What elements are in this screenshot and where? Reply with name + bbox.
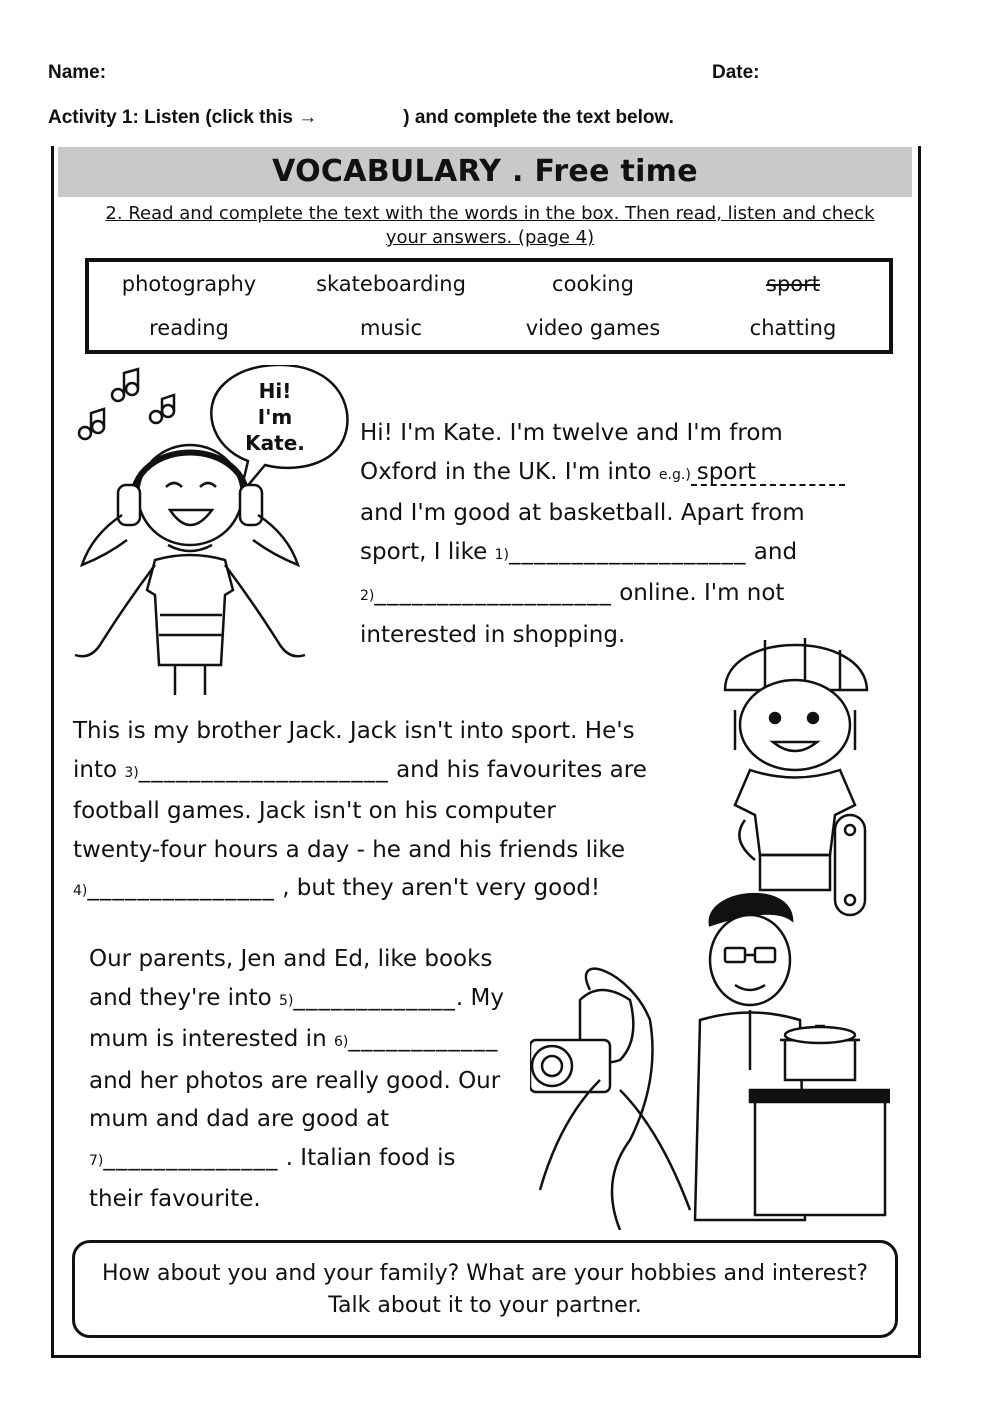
- blank-6[interactable]: ____________: [348, 1026, 499, 1052]
- word-sport-crossed: sport: [766, 272, 820, 296]
- parents-line-5: mum and dad are good at: [89, 1106, 390, 1132]
- parents-line-6: 7)______________ . Italian food is: [89, 1144, 456, 1171]
- word-video-games: video games: [525, 316, 661, 340]
- kate-line-4: sport, I like 1)___________________ and: [360, 538, 798, 565]
- speech-bubble: [210, 378, 340, 456]
- jack-line-3: football games. Jack isn't on his computer: [73, 798, 556, 824]
- activity-text: Activity 1: Listen (click this →: [48, 107, 318, 128]
- parents-paragraph: [89, 940, 549, 1219]
- parents-line-2: and they're into 5)_____________. My: [89, 984, 504, 1011]
- music-notes-icon: [79, 369, 174, 439]
- word-photography: photography: [121, 272, 257, 296]
- word-music: music: [359, 316, 423, 340]
- jack-line-5: 4)_______________ , but they aren't very good!: [73, 875, 601, 901]
- blank-3[interactable]: ____________________: [138, 756, 389, 783]
- worksheet-title: VOCABULARY . Free time: [58, 147, 912, 197]
- kate-line-5: 2)___________________ online. I'm not: [360, 580, 785, 606]
- parents-line-3: mum is interested in 6)____________: [89, 1026, 499, 1052]
- blank-5[interactable]: _____________: [293, 984, 456, 1011]
- example-answer: sport: [691, 460, 845, 486]
- exercise-instruction: 2. Read and complete the text with the words in the box. Then read, listen and check your answers. (page 4): [105, 203, 875, 248]
- discussion-line-1: How about you and your family? What are your hobbies and interest?: [101, 1261, 868, 1286]
- jack-line-4: twenty-four hours a day - he and his friends like: [73, 836, 626, 863]
- word-chatting: chatting: [749, 316, 837, 340]
- word-cooking: cooking: [552, 272, 634, 296]
- kate-line-6: interested in shopping.: [360, 621, 626, 648]
- bubble-line-3: Kate.: [245, 431, 305, 455]
- blank-1[interactable]: ___________________: [508, 538, 747, 565]
- parents-line-1: Our parents, Jen and Ed, like books: [89, 946, 493, 972]
- parents-illustration: [530, 880, 890, 1230]
- blank-2[interactable]: ___________________: [374, 580, 612, 606]
- blank-4[interactable]: _______________: [87, 875, 275, 901]
- parents-line-7: their favourite.: [89, 1186, 261, 1212]
- word-skateboarding: skateboarding: [316, 272, 466, 296]
- bubble-line-2: I'm: [257, 405, 293, 429]
- bubble-line-1: Hi!: [258, 379, 292, 403]
- discussion-prompt-box: [72, 1240, 898, 1338]
- word-box: [85, 258, 893, 354]
- jack-line-2: into 3)____________________ and his favourites are: [73, 756, 647, 783]
- kate-line-2: Oxford in the UK. I'm into e.g.) sport: [360, 453, 900, 495]
- example-label: e.g.): [658, 466, 691, 483]
- activity-instruction: [48, 107, 674, 129]
- jack-line-1: This is my brother Jack. Jack isn't into sport. He's: [73, 718, 635, 744]
- discussion-line-2: Talk about it to your partner.: [328, 1293, 642, 1318]
- activity-text-end: ) and complete the text below.: [403, 107, 674, 128]
- parents-line-4: and her photos are really good. Our: [89, 1067, 501, 1094]
- kate-line-1: Hi! I'm Kate. I'm twelve and I'm from: [360, 420, 783, 446]
- jack-skater-illustration: [705, 630, 885, 920]
- blank-7[interactable]: ______________: [103, 1144, 279, 1171]
- kate-line-3: and I'm good at basketball. Apart from: [360, 500, 805, 526]
- date-label: Date:: [712, 62, 760, 83]
- word-reading: reading: [149, 316, 229, 340]
- kate-paragraph: [360, 414, 900, 654]
- name-label: Name:: [48, 62, 107, 83]
